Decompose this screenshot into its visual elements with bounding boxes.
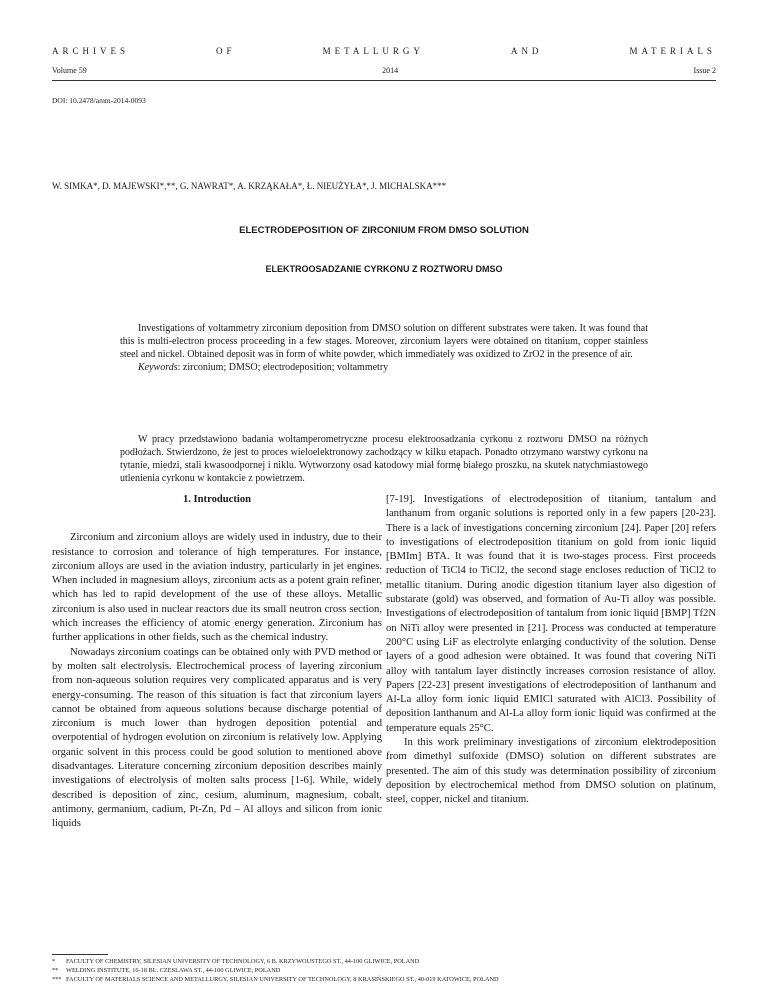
author-list: W. SIMKA*, D. MAJEWSKI*,**, G. NAWRAT*, A. KRZĄKAŁA*, Ł. NIEUŻYŁA*, J. MICHALSKA***: [52, 181, 447, 191]
right-column: [386, 493, 716, 808]
footnote-rule: [52, 954, 108, 955]
abstract-polish: [120, 433, 648, 485]
keywords-line: [120, 361, 648, 374]
keywords-label: Keywords: [138, 362, 178, 373]
body-paragraph: Nowadays zirconium coatings can be obtained only with PVD method or by molten salt electrolysis. Electrochemical process of layering zirconium from non-aqueous solution requires very complicated apparatus and is very energy-consuming. The reason of this situation is fact that zirconium layers cannot be obtained from aqueous solutions because discharge potential of zirconium is much lower than hydrogen deposition potential and overpotential of hydrogen evolution on zirconium is relatively low. Applying organic solvent in this process could be good solution to mentioned above disadvantages. Literature concerning zirconium deposition describes mainly investigations of electrolysis of molten salts process [1-6]. While, widely described is deposition of zinc, cesium, aluminum, magnesium, cobalt, antimony, germanium, cadium, Pt-Zn, Pd – Al alloys and silicon from ionic liquids: [52, 646, 382, 830]
body-paragraph: [7-19]. Investigations of electrodeposition of titanium, tantalum and lanthanum from organic solutions is reported only in a few papers [20-23]. There is a lack of investigations concerning zirconium [24]. Paper [20] refers to investigations of electrodeposition titanium on gold from ionic liquid [BMIm] BTA. It was found that it is two-stages process. First proceeds reduction of TiCl4 to TiCl2, the second stage encloses reduction of TiCl2 to metallic titanium. During anodic digestion titanium layer also digestion of substarate (gold) was observed, and formation of Au-Ti alloy was possible. Investigations of electrodeposition of tantalum from ionic liquid [BMP] Tf2N on NiTi alloy were presented in [21]. Process was conducted at temperature 200°C using LiF as electrolyte enlarging conductivity of the solution. Dense layers of a good adhesion were obtained. It was found that covering NiTi alloy with tantalum layer distinctly increases corrosion resistance of alloy. Papers [22-23] present investigations of electrodeposition of lanthanum and Al-La alloy form ionic liquid EMICl saturated with AlCl3. Possibility of deposition lanthanum and Al-La alloy form ionic liquid was confirmed at the temperature equals 25°C.: [386, 494, 716, 734]
volume: Volume 59: [52, 66, 87, 75]
body-paragraph: Zirconium and zirconium alloys are widely used in industry, due to their resistance to corrosion and tolerance of high temperatures. For instance, zirconium alloys are used in the aviation industry, particularly in jet engines. When included in magnesium alloys, zirconium acts as a potent grain refiner, which has led to rapid development of the use of these alloys. Metallic zirconium is also used in nuclear reactors due its small neutron cross section, which increases the efficiency of atomic energy generation. Zirconium has further applications in other fields, such as the chemical industry.: [52, 532, 382, 644]
body-paragraph: In this work preliminary investigations of zirconium elektrodeposition from dimethyl sulfoxide (DMSO) solution on different substrates are presented. The aim of this study was determination possibility of zirconium deposition by electrochemical method from DMSO solution on platinum, steel, copper, nickel and titanium.: [386, 737, 716, 806]
journal-name: [52, 46, 716, 56]
footnote-mark: **: [52, 967, 59, 974]
paper-title: ELECTRODEPOSITION OF ZIRCONIUM FROM DMSO SOLUTION: [239, 225, 529, 236]
footnote: [52, 967, 280, 974]
paper-title-polish: ELEKTROOSADZANIE CYRKONU Z ROZTWORU DMSO: [265, 264, 503, 274]
journal-word: OF: [216, 46, 236, 56]
section-heading: 1. Introduction: [182, 494, 252, 505]
abstract-text: Investigations of voltammetry zirconium deposition from DMSO solution on different substrates were taken. It was found that this is multi-electron process proceeding in a few stages. Moreover, zirconium layers were obtained on titanium, copper stainless steel and nickel. Obtained deposit was in form of white powder, which immediately was oxidized to ZrO2 in the presence of air.: [120, 323, 648, 360]
journal-word: MATERIALS: [629, 46, 716, 56]
header-rule: [52, 80, 716, 81]
footnote: [52, 976, 499, 983]
footnote-mark: ***: [52, 976, 62, 983]
journal-word: ARCHIVES: [52, 46, 130, 56]
keywords-list: : zirconium; DMSO; electrodeposition; voltammetry: [177, 362, 389, 373]
footnote: [52, 958, 419, 965]
journal-word: METALLURGY: [322, 46, 424, 56]
journal-word: AND: [510, 46, 543, 56]
abstract-polish-text: W pracy przedstawiono badania woltamperometryczne procesu elektroosadzania cyrkonu z roztworu DMSO na różnych podłożach. Stwierdzono, że jest to proces wieloelektronowy zachodzący w kilku etapach. Ponadto otrzymano warstwy cyrkonu na tytanie, miedzi, stali kwasoodpornej i niklu. Wytworzony osad katodowy miał formę białego proszku, na skutek natychmiastowego utlenienia cyrkonu w kontakcie z powietrzem.: [120, 434, 648, 484]
issue: Issue 2: [693, 66, 716, 75]
doi: DOI: 10.2478/amm-2014-0093: [52, 96, 146, 105]
footnote-text: FACULTY OF MATERIALS SCIENCE AND METALLURGY, SILESIAN UNIVERSITY OF TECHNOLOGY, 8 KRASIŃSKIEGO ST., 40-019 KATOWICE, POLAND: [66, 976, 499, 983]
year: 2014: [382, 66, 399, 75]
footnote-text: FACULTY OF CHEMISTRY, SILESIAN UNIVERSITY OF TECHNOLOGY, 6 B. KRZYWOUSTEGO ST., 44-100 GLIWICE, POLAND: [66, 958, 420, 965]
left-column: [52, 493, 382, 832]
abstract-english: [120, 322, 648, 374]
footnote-mark: *: [52, 958, 56, 965]
footnote-text: WELDING INSTITUTE, 16-18 BL. CZESLAWA ST., 44-100 GLIWICE, POLAND: [66, 967, 281, 974]
volume-row: [52, 66, 716, 75]
